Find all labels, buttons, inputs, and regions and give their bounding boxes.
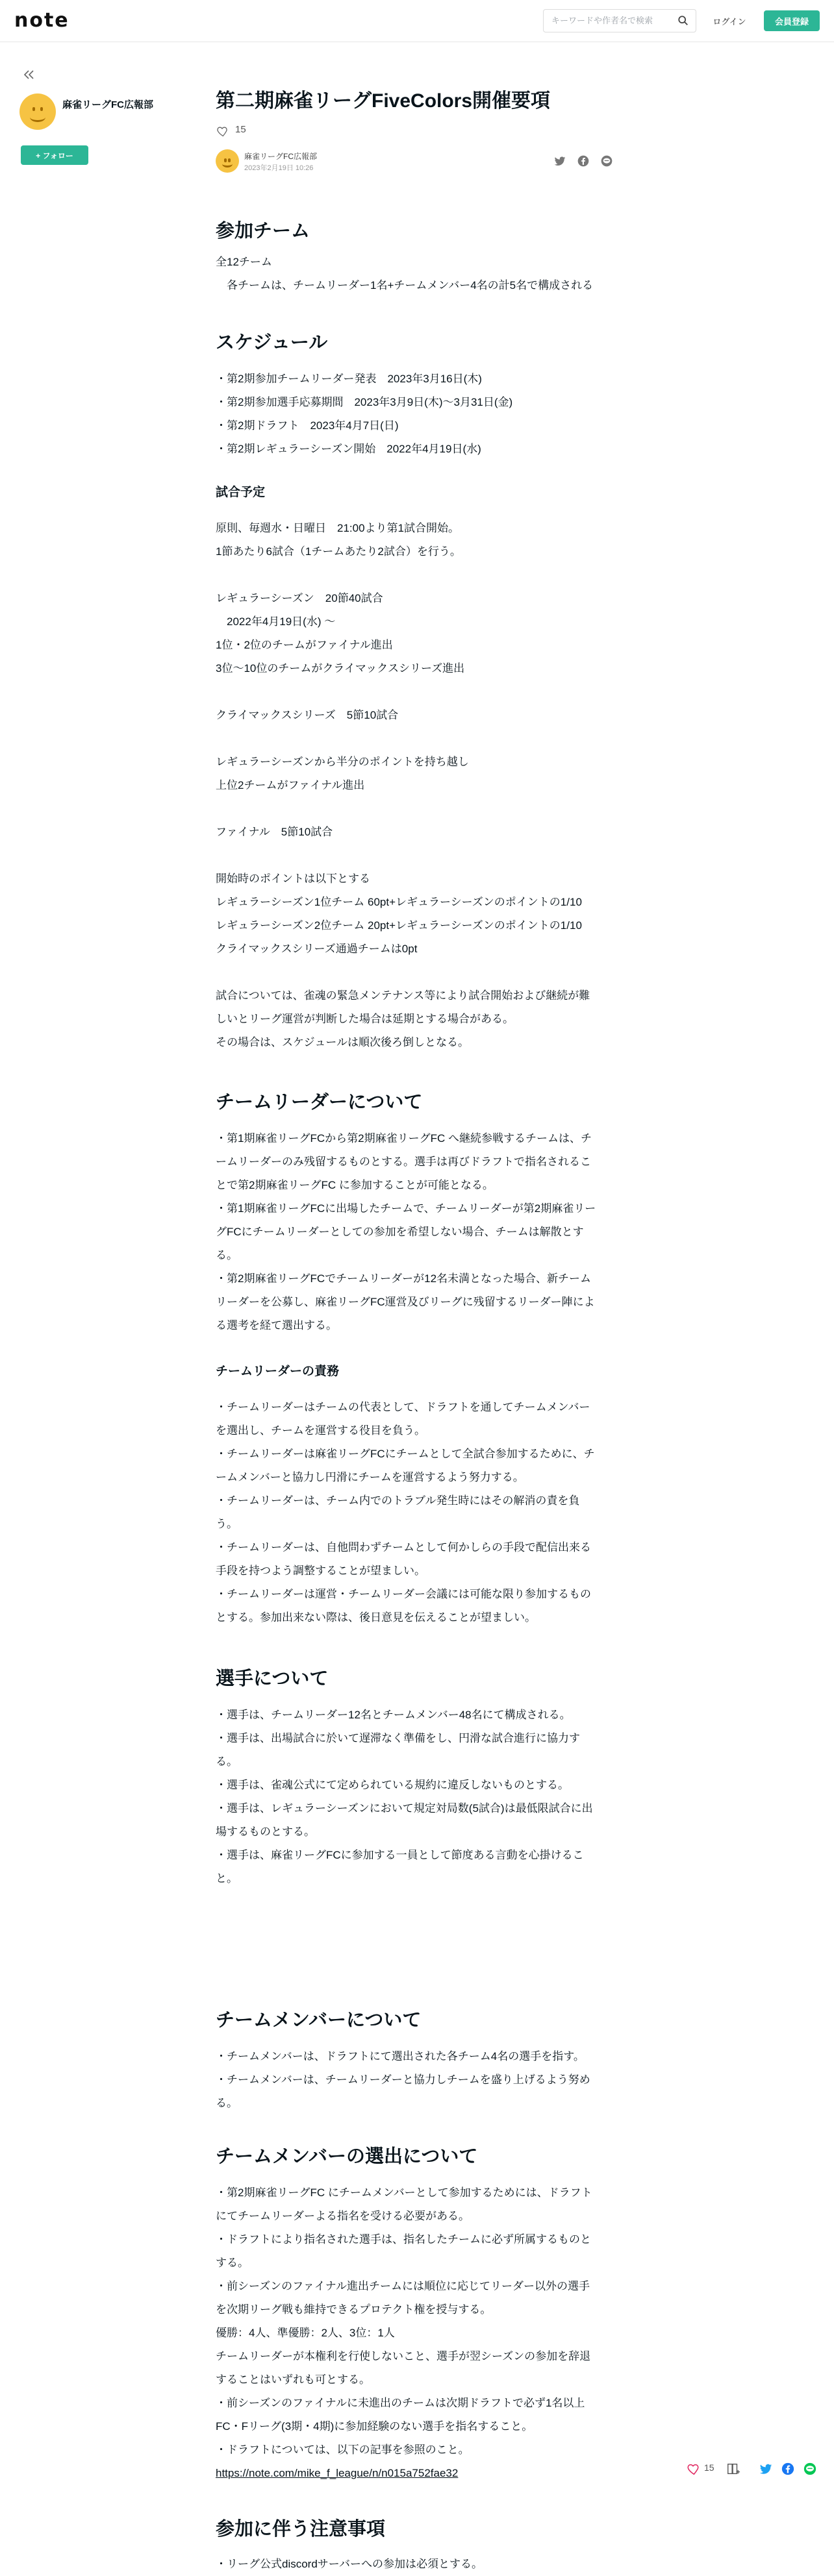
- text-line: 優勝：4人、準優勝：2人、3位：1人: [216, 2327, 395, 2339]
- text-line: ・選手は、出場試合に於いて遅滞なく準備をし、円滑な試合進行に協力す: [216, 1732, 580, 1744]
- text-line: を次期リーグ戦も維持できるプロテクト権を授与する。: [216, 2303, 492, 2316]
- search-input[interactable]: [550, 15, 676, 26]
- heading-teams: 参加チーム: [216, 221, 310, 242]
- search-icon[interactable]: [677, 15, 689, 27]
- facebook-icon[interactable]: [781, 2462, 795, 2476]
- text-line: と。: [216, 1872, 238, 1885]
- heading-team-leader: チームリーダーについて: [216, 1092, 423, 1113]
- publish-date: 2023年2月19日 10:26: [244, 164, 314, 172]
- twitter-icon[interactable]: [553, 155, 566, 167]
- note-logo[interactable]: note: [14, 9, 70, 32]
- text-line: リーダーを公募し、麻雀リーグFC運営及びリーグに残留するリーダー陣によ: [216, 1296, 595, 1308]
- text-line: レギュラーシーズンから半分のポイントを持ち越し: [216, 756, 469, 768]
- floating-action-bar: [676, 2453, 834, 2484]
- text-line: る。: [216, 1249, 238, 1261]
- text-line: することはいずれも可とする。: [216, 2373, 370, 2386]
- twitter-icon[interactable]: [759, 2462, 773, 2476]
- text-line: る。: [216, 1755, 238, 1768]
- text-line: 2022年4月19日(水) 〜: [216, 615, 336, 628]
- article-title: 第二期麻雀リーグFiveColors開催要項: [216, 90, 551, 112]
- text-line: ・選手は、雀魂公式にて定められている規約に違反しないものとする。: [216, 1779, 569, 1791]
- text-line: ・選手は、麻雀リーグFCに参加する一員として節度ある言動を心掛けるこ: [216, 1849, 584, 1861]
- follow-button[interactable]: + フォロー: [21, 145, 88, 165]
- paragraph: 各チームは、チームリーダー1名+チームメンバー4名の計5名で構成される: [216, 279, 594, 291]
- text-line: ・チームリーダーは、自他問わずチームとして何かしらの手段で配信出来る: [216, 1541, 591, 1554]
- signup-button[interactable]: 会員登録: [764, 10, 820, 31]
- text-line: ・選手は、レギュラーシーズンにおいて規定対局数(5試合)は最低限試合に出: [216, 1802, 593, 1814]
- text-line: クライマックスシリーズ通過チームは0pt: [216, 943, 418, 955]
- text-line: ・選手は、チームリーダー12名とチームメンバー48名にて構成される。: [216, 1709, 571, 1721]
- site-header: [0, 0, 834, 42]
- text-line: ・チームリーダーはチームの代表として、ドラフトを通してチームメンバー: [216, 1401, 590, 1413]
- text-line: ームメンバーと協力し円滑にチームを運営するよう努力する。: [216, 1471, 524, 1483]
- text-line: ・リーグ公式discordサーバーへの参加は必須とする。: [216, 2558, 483, 2570]
- subheading-leader-duties: チームリーダーの責務: [216, 1365, 340, 1378]
- text-line: しいとリーグ運営が判断した場合は延期とする場合がある。: [216, 1013, 514, 1025]
- text-line: ・第2期麻雀リーグFC にチームメンバーとして参加するためには、ドラフト: [216, 2186, 592, 2199]
- list-item: ・第2期レギュラーシーズン開始 2022年4月19日(水): [216, 443, 481, 455]
- text-line: ・ドラフトについては、以下の記事を参照のこと。: [216, 2444, 470, 2456]
- paragraph: 全12チーム: [216, 256, 272, 268]
- text-line: ・第1期麻雀リーグFCから第2期麻雀リーグFC へ継続参戦するチームは、チ: [216, 1132, 592, 1145]
- text-line: レギュラーシーズン2位チーム 20pt+レギュラーシーズンのポイントの1/10: [216, 919, 582, 932]
- like-count: 15: [235, 124, 246, 135]
- heading-team-members: チームメンバーについて: [216, 2010, 422, 2031]
- text-line: う。: [216, 1518, 238, 1530]
- text-line: ・チームリーダーは麻雀リーグFCにチームとして全試合参加するために、チ: [216, 1448, 595, 1460]
- text-line: レギュラーシーズン1位チーム 60pt+レギュラーシーズンのポイントの1/10: [216, 896, 582, 908]
- text-line: とする。参加出来ない際は、後日意見を伝えることが望ましい。: [216, 1611, 536, 1624]
- like-count: 15: [704, 2462, 714, 2473]
- text-line: を選出し、チームを運営する役目を負う。: [216, 1424, 425, 1437]
- text-line: 1位・2位のチームがファイナル進出: [216, 639, 393, 651]
- heading-precautions: 参加に伴う注意事項: [216, 2519, 386, 2540]
- list-item: ・第2期ドラフト 2023年4月7日(日): [216, 419, 399, 432]
- search-box[interactable]: [543, 9, 696, 32]
- login-button[interactable]: ログイン: [701, 10, 757, 31]
- text-line: する。: [216, 2257, 249, 2269]
- text-line: 1節あたり6試合（1チームあたり2試合）を行う。: [216, 545, 461, 558]
- magazine-add-icon[interactable]: [726, 2462, 740, 2476]
- text-line: レギュラーシーズン 20節40試合: [216, 592, 383, 604]
- text-line: その場合は、スケジュールは順次後ろ倒しとなる。: [216, 1036, 469, 1048]
- author-name[interactable]: 麻雀リーグFC広報部: [62, 99, 153, 110]
- text-line: ・チームメンバーは、チームリーダーと協力しチームを盛り上げるよう努め: [216, 2074, 590, 2086]
- text-line: ・第2期麻雀リーグFCでチームリーダーが12名未満となった場合、新チーム: [216, 1272, 592, 1285]
- text-line: ・チームリーダーは、チーム内でのトラブル発生時にはその解消の責を負: [216, 1494, 580, 1507]
- text-line: ・ドラフトにより指名された選手は、指名したチームに必ず所属するものと: [216, 2233, 591, 2246]
- text-line: る選考を経て選出する。: [216, 1319, 337, 1331]
- text-line: る。: [216, 2097, 238, 2109]
- line-icon[interactable]: [600, 155, 613, 167]
- text-line: 場するものとする。: [216, 1826, 315, 1838]
- draft-article-link-line: [216, 2462, 618, 2485]
- heart-icon[interactable]: [686, 2462, 700, 2476]
- article: [216, 88, 618, 2570]
- author-row: [216, 149, 618, 175]
- text-line: にてチームリーダーよる指名を受ける必要がある。: [216, 2210, 470, 2222]
- draft-article-link[interactable]: https://note.com/mike_f_league/n/n015a752fae32: [216, 2467, 459, 2479]
- text-line: ームリーダーのみ残留するものとする。選手は再びドラフトで指名されるこ: [216, 1156, 591, 1168]
- text-line: 上位2チームがファイナル進出: [216, 779, 365, 791]
- author-avatar[interactable]: [19, 93, 56, 130]
- list-item: ・第2期参加選手応募期間 2023年3月9日(木)〜3月31日(金): [216, 396, 513, 408]
- subheading-match-schedule: 試合予定: [216, 486, 266, 499]
- line-icon[interactable]: [803, 2462, 817, 2476]
- text-line: 原則、毎週水・日曜日 21:00より第1試合開始。: [216, 522, 459, 534]
- heading-players: 選手について: [216, 1668, 329, 1689]
- heading-member-selection: チームメンバーの選出について: [216, 2146, 478, 2167]
- text-line: ・第1期麻雀リーグFCに出場したチームで、チームリーダーが第2期麻雀リー: [216, 1202, 596, 1215]
- text-line: ・チームリーダーは運営・チームリーダー会議には可能な限り参加するもの: [216, 1588, 591, 1600]
- text-line: 手段を持つよう調整することが望ましい。: [216, 1565, 425, 1577]
- text-line: とで第2期麻雀リーグFC に参加することが可能となる。: [216, 1179, 494, 1191]
- author-name-small[interactable]: 麻雀リーグFC広報部: [244, 152, 317, 161]
- text-line: FC・Fリーグ(3期・4期)に参加経験のない選手を指名すること。: [216, 2420, 533, 2433]
- collapse-sidebar-icon[interactable]: [22, 68, 36, 82]
- text-line: 試合については、雀魂の緊急メンテナンス等により試合開始および継続が難: [216, 989, 590, 1002]
- text-line: ・前シーズンのファイナルに未進出のチームは次期ドラフトで必ず1名以上: [216, 2397, 585, 2409]
- text-line: ファイナル 5節10試合: [216, 826, 333, 838]
- heart-icon[interactable]: [216, 125, 229, 138]
- text-line: クライマックスシリーズ 5節10試合: [216, 709, 399, 721]
- text-line: ・チームメンバーは、ドラフトにて選出された各チーム4名の選手を指す。: [216, 2050, 585, 2062]
- text-line: グFCにチームリーダーとしての参加を希望しない場合、チームは解散とす: [216, 1226, 584, 1238]
- text-line: ・前シーズンのファイナル進出チームには順位に応じてリーダー以外の選手: [216, 2280, 590, 2292]
- text-line: 開始時のポイントは以下とする: [216, 873, 370, 885]
- text-line: チームリーダーが本権利を行使しないこと、選手が翌シーズンの参加を辞退: [216, 2350, 591, 2362]
- list-item: ・第2期参加チームリーダー発表 2023年3月16日(木): [216, 373, 482, 385]
- facebook-icon[interactable]: [577, 155, 590, 167]
- author-avatar-small[interactable]: [216, 149, 239, 173]
- text-line: 3位〜10位のチームがクライマックスシリーズ進出: [216, 662, 465, 675]
- heading-schedule: スケジュール: [216, 332, 328, 353]
